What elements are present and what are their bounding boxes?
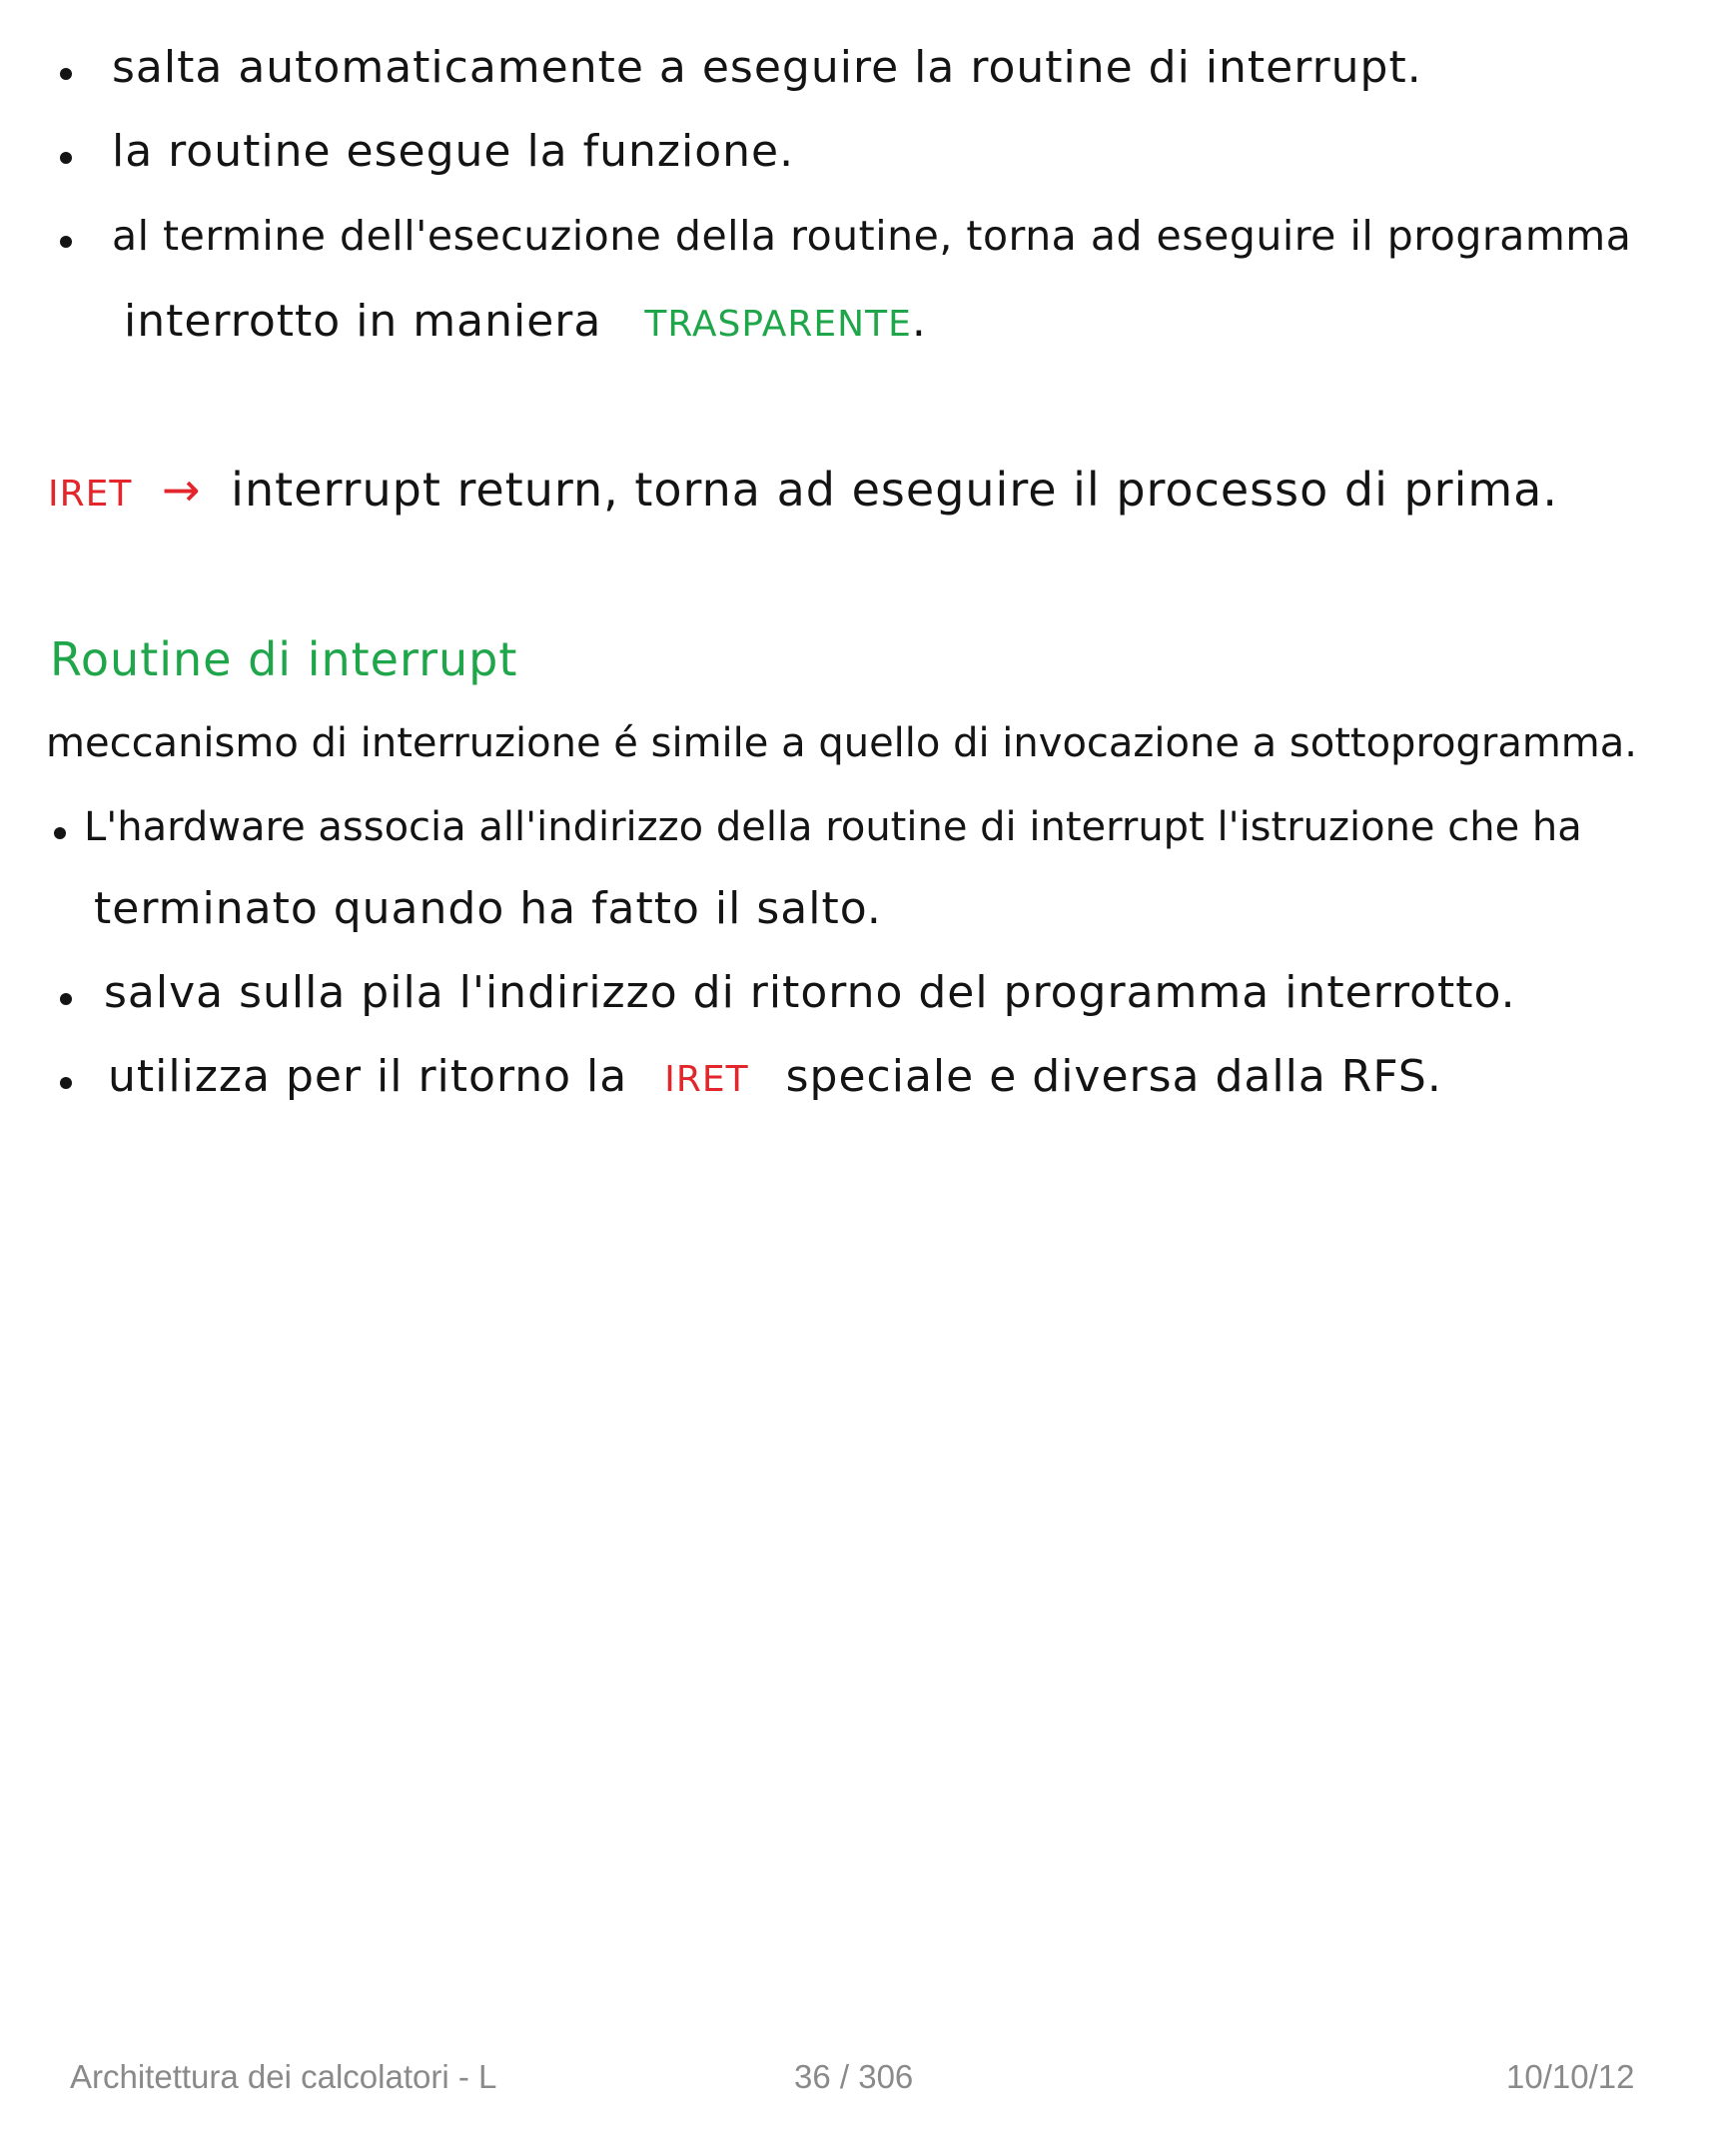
highlight-trasparente: TRASPARENTE: [644, 304, 912, 345]
footer-date: 10/10/12: [1506, 2058, 1635, 2095]
period: .: [911, 296, 927, 347]
bullet-dot: [60, 152, 72, 164]
bullet-last-suffix: speciale e diversa dalla RFS.: [785, 1051, 1442, 1102]
bullet-dot: [60, 236, 72, 248]
section-heading: Routine di interrupt: [50, 632, 518, 686]
bullet-dot: [60, 68, 72, 80]
bullet-text: salta automaticamente a eseguire la routine di interrupt.: [112, 42, 1422, 93]
continuation-text: interrotto in maniera: [124, 296, 602, 347]
bullet-last-prefix: utilizza per il ritorno la: [108, 1051, 628, 1102]
arrow-right-icon: →: [162, 463, 202, 517]
bullet-text: al termine dell'esecuzione della routine, torna ad eseguire il programma: [112, 212, 1632, 260]
intro-line: meccanismo di interruzione é simile a quello di invocazione a sottoprogramma.: [46, 720, 1637, 766]
iret-description: interrupt return, torna ad eseguire il processo di prima.: [231, 463, 1558, 517]
bullet-continuation: [124, 294, 927, 353]
bullet-dot: [54, 827, 66, 839]
bullet-text: salva sulla pila l'indirizzo di ritorno del programma interrotto.: [104, 967, 1516, 1018]
iret-line: [48, 462, 1558, 523]
bullet-text: L'hardware associa all'indirizzo della routine di interrupt l'istruzione che ha: [84, 804, 1582, 850]
bullet-dot: [60, 993, 72, 1005]
footer-course-title: Architettura dei calcolatori - L: [70, 2058, 497, 2095]
iret-highlight: IRET: [664, 1059, 749, 1100]
footer-page-indicator: 36 / 306: [794, 2058, 914, 2095]
bullet-text-last: [108, 1049, 1442, 1108]
bullet-text: la routine esegue la funzione.: [112, 126, 795, 177]
bullet-dot: [60, 1077, 72, 1089]
iret-label: IRET: [48, 474, 133, 515]
bullet-continuation: terminato quando ha fatto il salto.: [94, 883, 882, 934]
